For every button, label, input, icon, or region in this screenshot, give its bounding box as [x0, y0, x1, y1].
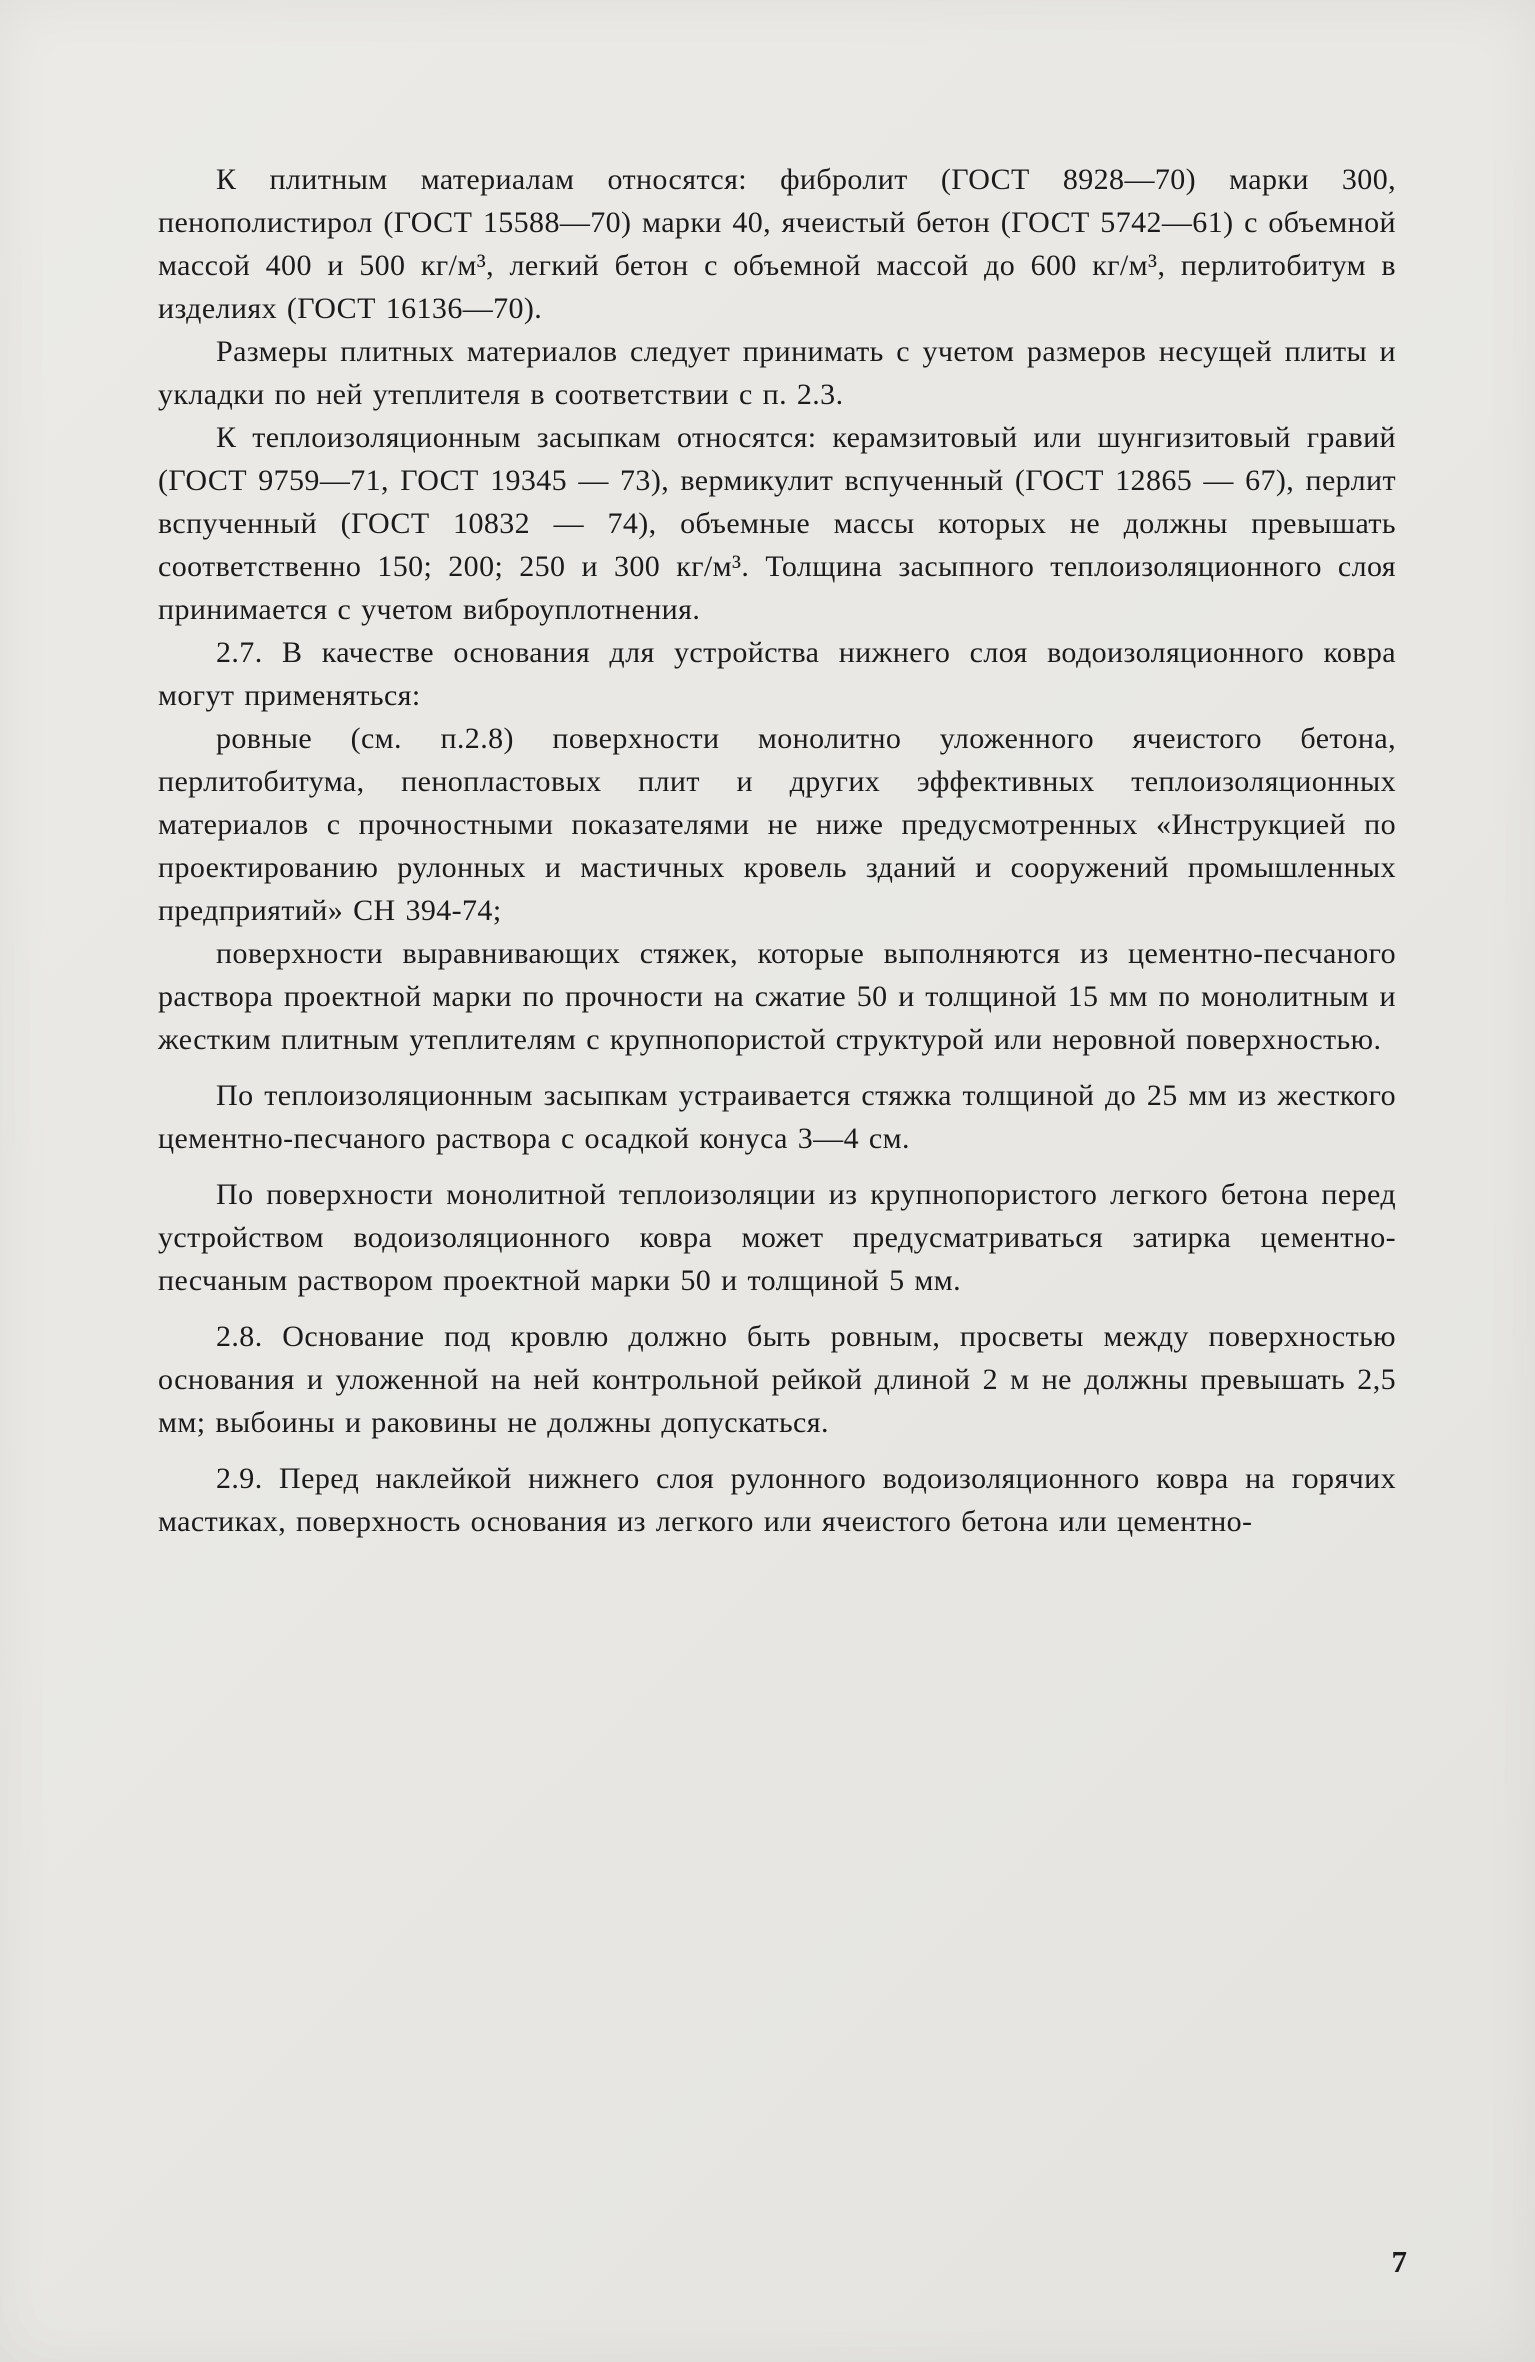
paragraph-section-2-8: 2.8. Основание под кровлю должно быть ровным, просветы между поверхностью основания и уложенной на ней контрольной рейкой длиной 2 м не должны превышать 2,5 мм; выбоины и раковины не должны допускаться.: [158, 1320, 1396, 1439]
text-block: [158, 158, 1396, 1543]
paragraph: ровные (см. п.2.8) поверхности монолитно уложенного ячеистого бетона, перлитобитума, пенопластовых плит и других эффективных теплоизоляционных материалов с прочностными показателями не ниже предусмотренных «Инструкцией по проектированию рулонных и мастичных кровель зданий и сооружений промышленных предприятий» СН 394-74;: [158, 722, 1396, 927]
paragraph: Размеры плитных материалов следует принимать с учетом размеров несущей плиты и укладки по ней утеплителя в соответствии с п. 2.3.: [158, 335, 1396, 411]
paragraph: К плитным материалам относятся: фибролит (ГОСТ 8928—70) марки 300, пенополистирол (ГОСТ 15588—70) марки 40, ячеистый бетон (ГОСТ 5742—61) с объемной массой 400 и 500 кг/м³, легкий бетон с объемной массой до 600 кг/м³, перлитобитум в изделиях (ГОСТ 16136—70).: [158, 163, 1396, 325]
paragraph-section-2-7: 2.7. В качестве основания для устройства нижнего слоя водоизоляционного ковра могут применяться:: [158, 636, 1396, 712]
paragraph-section-2-9: 2.9. Перед наклейкой нижнего слоя рулонного водоизоляционного ковра на горячих мастиках, поверхность основания из легкого или ячеистого бетона или цементно-: [158, 1462, 1396, 1538]
paragraph: По теплоизоляционным засыпкам устраивается стяжка толщиной до 25 мм из жесткого цементно-песчаного раствора с осадкой конуса 3—4 см.: [158, 1079, 1396, 1155]
page-number: 7: [1391, 2244, 1407, 2279]
paragraph: По поверхности монолитной теплоизоляции из крупнопористого легкого бетона перед устройством водоизоляционного ковра может предусматриваться затирка цементно-песчаным раствором проектной марки 50 и толщиной 5 мм.: [158, 1178, 1396, 1297]
paragraph: поверхности выравнивающих стяжек, которые выполняются из цементно-песчаного раствора проектной марки по прочности на сжатие 50 и толщиной 15 мм по монолитным и жестким плитным утеплителям с крупнопористой структурой или неровной поверхностью.: [158, 937, 1396, 1056]
paragraph: К теплоизоляционным засыпкам относятся: керамзитовый или шунгизитовый гравий (ГОСТ 9759—71, ГОСТ 19345 — 73), вермикулит вспученный (ГОСТ 12865 — 67), перлит вспученный (ГОСТ 10832 — 74), объемные массы которых не должны превышать соответственно 150; 200; 250 и 300 кг/м³. Толщина засыпного теплоизоляционного слоя принимается с учетом виброуплотнения.: [158, 421, 1396, 626]
